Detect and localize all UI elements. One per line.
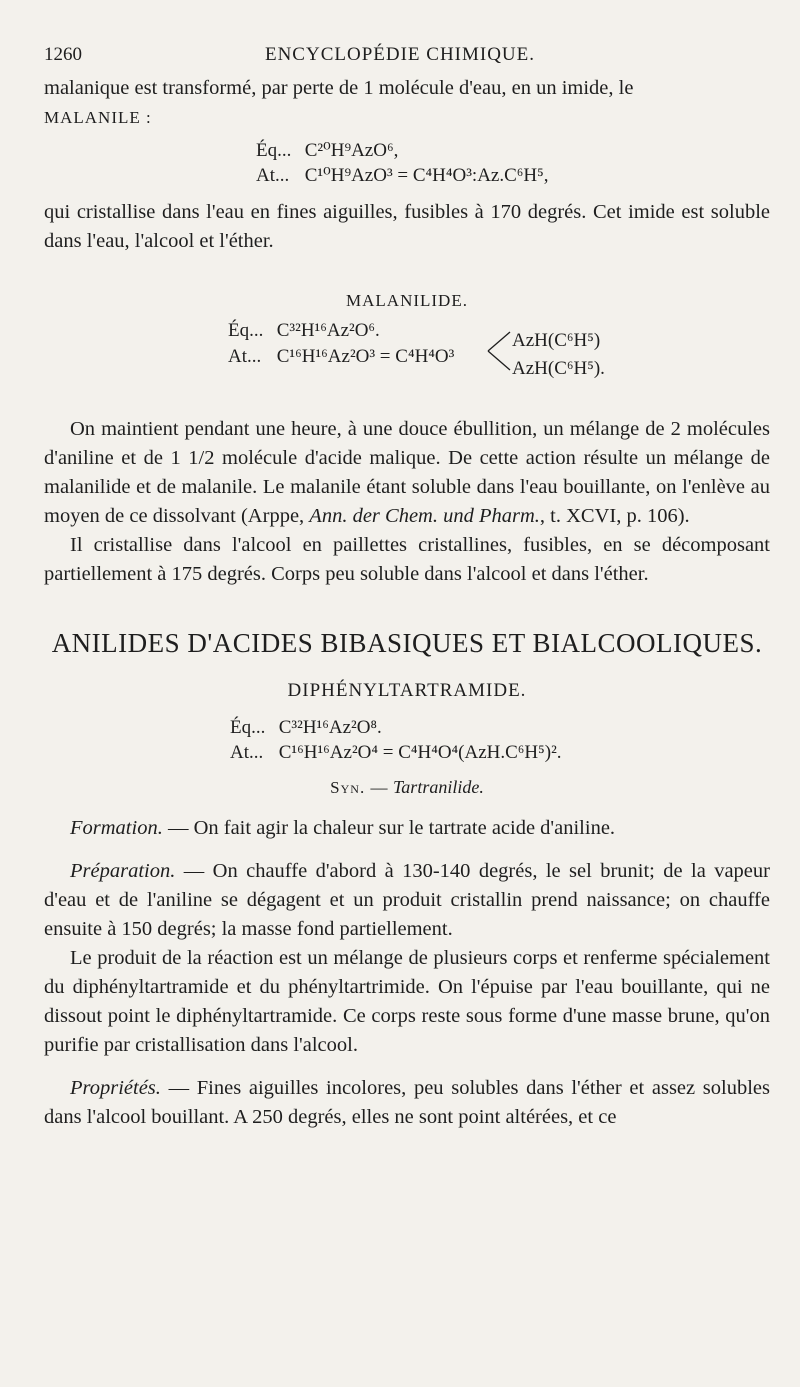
formula-at: At... C¹⁰H⁹AzO³ = C⁴H⁴O³:Az.C⁶H⁵, bbox=[256, 165, 549, 186]
preparation-paragraph-2: Le produit de la réaction est un mélange de plusieurs corps et renferme spécialement du diphényltartramide et du phényltartrimide. On l'épuise par l'eau bouillante, qui ne dissout point le diphényltartramide. Ce corps reste sous forme d'une masse brune, qu'on purifie par cristallisation dans l'alcool. bbox=[44, 947, 770, 1056]
journal-reference: Ann. der Chem. und Pharm. bbox=[309, 505, 540, 527]
diphenyltartramide-heading: DIPHÉNYLTARTRAMIDE. bbox=[287, 680, 527, 701]
diphenyltartramide-formula bbox=[230, 715, 770, 765]
formula-eq: Éq... C³²H¹⁶Az²O⁶. bbox=[228, 320, 380, 341]
malanilide-formula bbox=[228, 319, 770, 397]
page-header bbox=[44, 44, 756, 70]
formation-paragraph: Formation. — On fait agir la chaleur sur le tartrate acide d'aniline. bbox=[70, 817, 616, 839]
synonym: Syn. — Tartranilide. bbox=[330, 777, 484, 797]
intro-line: malanique est transformé, par perte de 1 molécule d'eau, en un imide, le MALANILE : bbox=[44, 77, 634, 127]
formula-eq: Éq... C²⁰H⁹AzO⁶, bbox=[256, 140, 399, 161]
formula-eq: Éq... C³²H¹⁶Az²O⁸. bbox=[230, 717, 382, 738]
properties-paragraph: Propriétés. — Fines aiguilles incolores, peu solubles dans l'éther et assez solubles dans l'alcool bouillant. A 250 degrés, elles ne sont point altérées, et ce bbox=[44, 1077, 770, 1128]
malanile-formula bbox=[256, 138, 770, 188]
page-body bbox=[44, 74, 770, 1132]
running-title: ENCYCLOPÉDIE CHIMIQUE. bbox=[264, 44, 536, 65]
branch-top: AzH(C⁶H⁵) bbox=[512, 330, 601, 351]
preparation-paragraph: Préparation. — On chauffe d'abord à 130-140 degrés, le sel brunit; de la vapeur d'eau et de l'aniline se dégagent et un produit cristallin prend naissance; on chauffe ensuite à 150 degrés; la masse fond partiellement. bbox=[44, 860, 770, 940]
page-number: 1260 bbox=[44, 44, 82, 65]
formula-at: At... C¹⁶H¹⁶Az²O⁴ = C⁴H⁴O⁴(AzH.C⁶H⁵)². bbox=[230, 742, 562, 763]
malanilide-paragraph-2: Il cristallise dans l'alcool en paillettes cristallines, fusibles, en se décomposant partiellement à 175 degrés. Corps peu soluble dans l'alcool et dans l'éther. bbox=[44, 534, 770, 585]
malanilide-paragraph-1: On maintient pendant une heure, à une douce ébullition, un mélange de 2 molécules d'aniline et de 1 1/2 molécule d'acide malique. De cette action résulte un mélange de malanilide et de malanile. Le malanile étant soluble dans l'eau bouillante, on l'enlève au moyen de ce dissolvant (Arppe, Ann. der Chem. und Pharm., t. XCVI, p. 106). bbox=[44, 418, 770, 527]
malanile-label: MALANILE : bbox=[44, 108, 152, 127]
malanilide-heading: MALANILIDE. bbox=[346, 291, 468, 310]
malanile-description: qui cristallise dans l'eau en fines aiguilles, fusibles à 170 degrés. Cet imide est soluble dans l'eau, l'alcool et l'éther. bbox=[44, 201, 770, 252]
branch-bottom: AzH(C⁶H⁵). bbox=[512, 358, 605, 379]
formula-at: At... C¹⁶H¹⁶Az²O³ = C⁴H⁴O³ bbox=[228, 346, 455, 367]
branch-bracket-icon bbox=[486, 329, 512, 373]
section-title: ANILIDES D'ACIDES BIBASIQUES ET BIALCOOLIQUES. bbox=[51, 628, 763, 658]
